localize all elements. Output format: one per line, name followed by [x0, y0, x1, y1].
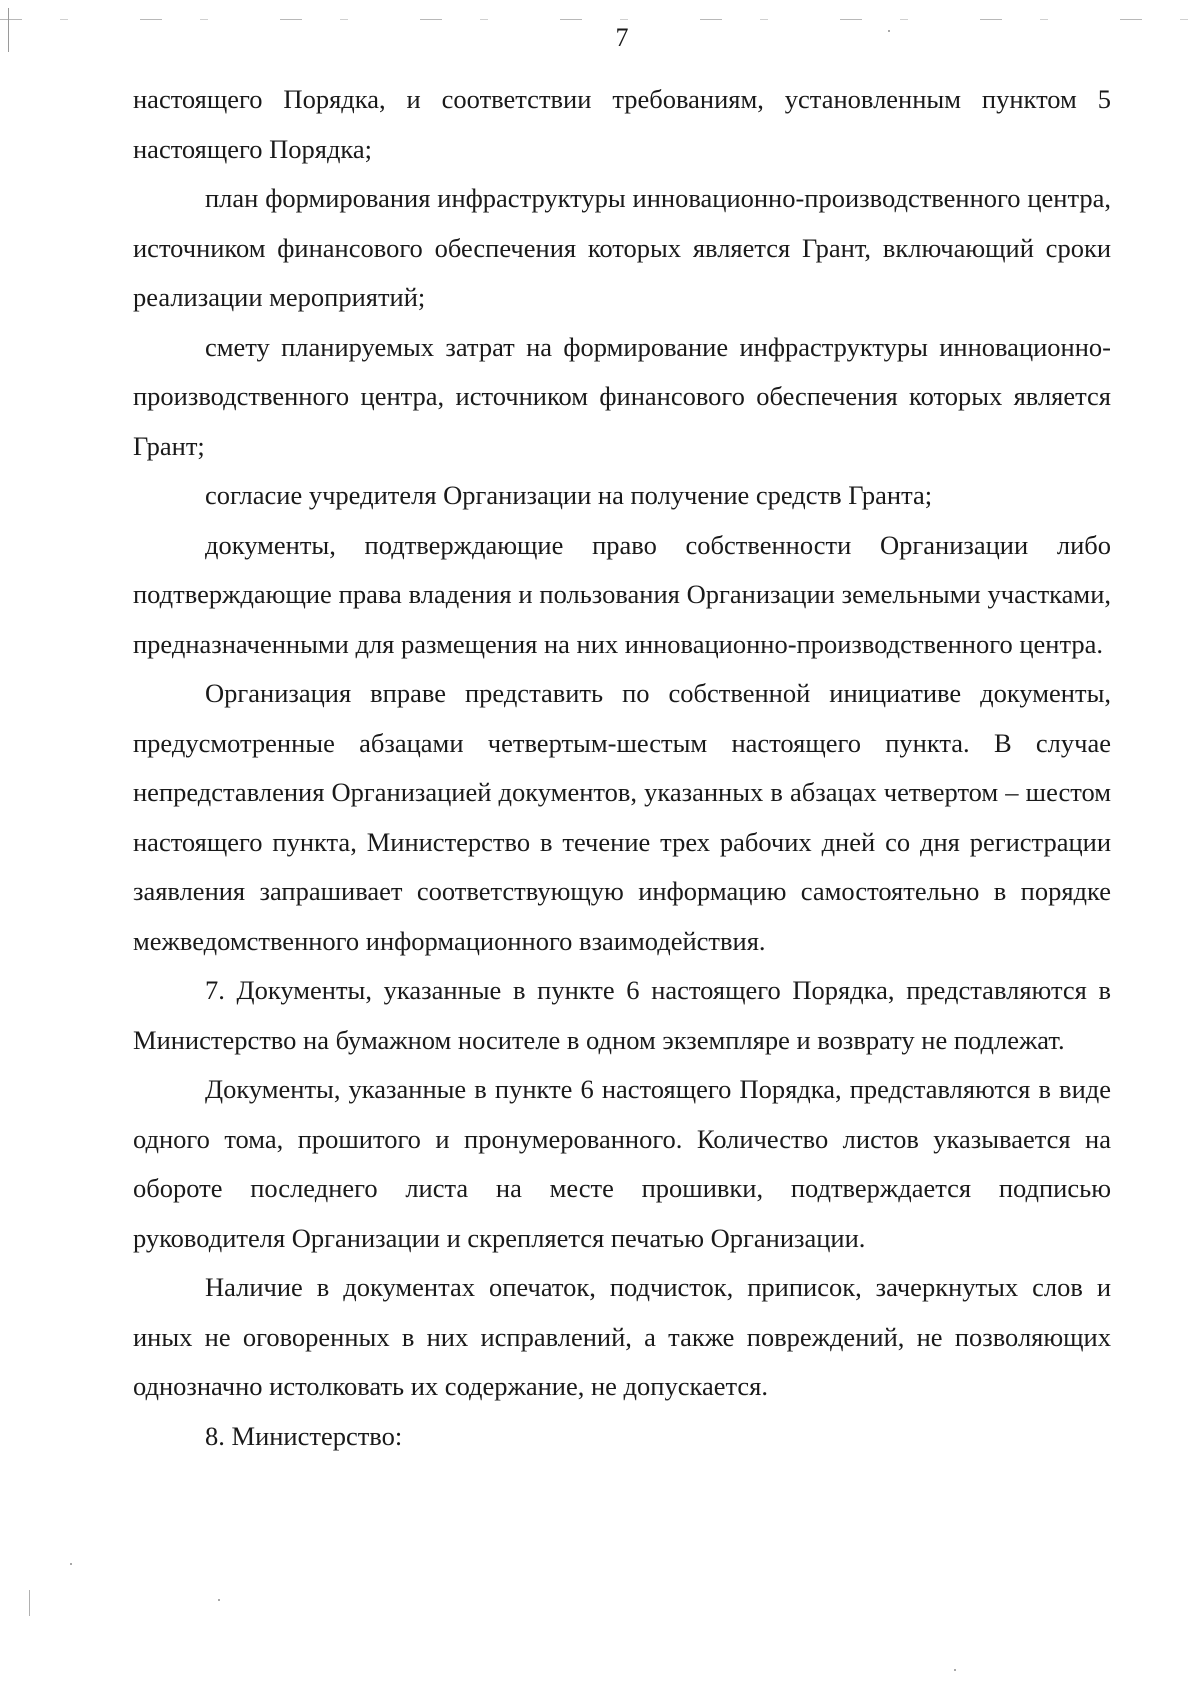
paragraph: Наличие в документах опечаток, подчисток, приписок, зачеркнутых слов и иных не оговоренных в них исправлений, а также повреждений, не позволяющих однозначно истолковать их содержание, не допускается. — [133, 1272, 1111, 1401]
document-body — [133, 75, 1111, 1461]
scan-speck — [218, 1599, 220, 1601]
paragraph: настоящего Порядка, и соответствии требованиям, установленным пунктом 5 настоящего Порядка; — [133, 84, 1111, 164]
scan-edge-artifact — [29, 1590, 30, 1616]
paragraph: Документы, указанные в пункте 6 настоящего Порядка, представляются в виде одного тома, прошитого и пронумерованного. Количество листов указывается на обороте последнего листа на месте прошивки, подтверждается подписью руководителя Организации и скрепляется печатью Организации. — [133, 1074, 1111, 1253]
paragraph: 8. Министерство: — [205, 1420, 403, 1451]
paragraph: 7. Документы, указанные в пункте 6 настоящего Порядка, представляются в Министерство на бумажном носителе в одном экземпляре и возврату не подлежат. — [133, 975, 1111, 1055]
page-number: 7 — [615, 23, 629, 52]
scan-speck — [954, 1669, 956, 1671]
paragraph: Организация вправе представить по собственной инициативе документы, предусмотренные абзацами четвертым-шестым настоящего пункта. В случае непредставления Организацией документов, указанных в абзацах четвертом – шестом настоящего пункта, Министерство в течение трех рабочих дней со дня регистрации заявления запрашивает соответствующую информацию самостоятельно в порядке межведомственного информационного взаимодействия. — [133, 678, 1111, 956]
paragraph: план формирования инфраструктуры инновационно-производственного центра, источником финансового обеспечения которых является Грант, включающий сроки реализации мероприятий; — [133, 183, 1111, 312]
paragraph: смету планируемых затрат на формирование инфраструктуры инновационно-производственного центра, источником финансового обеспечения которых является Грант; — [133, 331, 1111, 461]
paragraph: согласие учредителя Организации на получение средств Гранта; — [205, 480, 933, 510]
scan-speck — [70, 1563, 72, 1565]
paragraph: документы, подтверждающие право собственности Организации либо подтверждающие права владения и пользования Организации земельными участками, предназначенными для размещения на них инновационно-производственного центра. — [133, 529, 1111, 659]
